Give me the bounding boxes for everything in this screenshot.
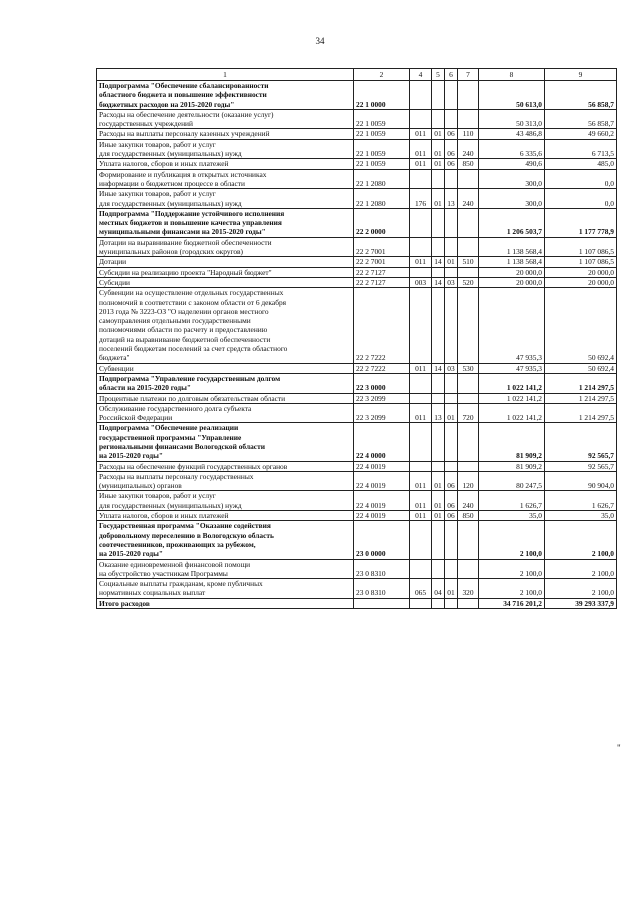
row-col5: 14 (432, 363, 445, 373)
row-col4: 011 (410, 403, 432, 423)
row-name: Оказание единовременной финансовой помощи на обустройство участникам Программы (97, 559, 354, 579)
row-value-col8: 6 335,6 (479, 139, 545, 159)
row-col7: 240 (458, 189, 479, 209)
row-value-col9: 1 177 778,9 (545, 208, 617, 237)
row-code: 22 1 0000 (354, 81, 410, 110)
header-cell: 2 (354, 69, 410, 81)
row-name: Дотации на выравнивание бюджетной обеспеченности муниципальных районов (городских округов) (97, 237, 354, 257)
header-cell: 5 (432, 69, 445, 81)
row-code: 22 3 0000 (354, 373, 410, 393)
total-label: Итого расходов (97, 598, 354, 608)
row-col4: 011 (410, 471, 432, 491)
row-col5 (432, 109, 445, 129)
row-value-col8: 20 000,0 (479, 267, 545, 277)
row-value-col9: 56 858,7 (545, 81, 617, 110)
row-name: Государственная программа "Оказание содействия добровольному переселению в Вологодскую область соотечественников, проживающих за рубежом, на 2015-2020 годы" (97, 521, 354, 559)
row-col4 (410, 393, 432, 403)
row-code: 23 0 8310 (354, 579, 410, 599)
row-col7: 850 (458, 159, 479, 169)
header-cell: 4 (410, 69, 432, 81)
row-name: Дотации (97, 257, 354, 267)
table-body (97, 81, 617, 599)
row-value-col8: 2 100,0 (479, 559, 545, 579)
header-cell: 9 (545, 69, 617, 81)
row-col7: 110 (458, 129, 479, 139)
row-value-col8: 300,0 (479, 169, 545, 189)
row-value-col9: 1 107 086,5 (545, 257, 617, 267)
row-code: 22 2 7001 (354, 257, 410, 267)
row-col7: 520 (458, 277, 479, 287)
row-col5: 13 (432, 403, 445, 423)
row-col5 (432, 288, 445, 363)
row-value-col9: 56 858,7 (545, 109, 617, 129)
row-code: 22 4 0019 (354, 471, 410, 491)
row-col4 (410, 169, 432, 189)
total-value-col8: 34 716 201,2 (479, 598, 545, 608)
table-row (97, 109, 617, 129)
row-col7 (458, 81, 479, 110)
row-value-col9: 92 565,7 (545, 461, 617, 471)
row-value-col9: 1 214 297,5 (545, 393, 617, 403)
row-col4 (410, 559, 432, 579)
row-name: Подпрограмма "Обеспечение сбалансированности областного бюджета и повышение эффективности бюджетных расходов на 2015-2020 годы" (97, 81, 354, 110)
row-col4 (410, 521, 432, 559)
row-col7 (458, 461, 479, 471)
row-col5 (432, 373, 445, 393)
row-value-col9: 1 107 086,5 (545, 237, 617, 257)
row-value-col8: 43 486,8 (479, 129, 545, 139)
row-value-col8: 1 138 568,4 (479, 237, 545, 257)
row-value-col9: 49 660,2 (545, 129, 617, 139)
row-value-col8: 2 100,0 (479, 579, 545, 599)
row-col6: 06 (445, 159, 458, 169)
row-value-col8: 81 909,2 (479, 461, 545, 471)
row-col4 (410, 109, 432, 129)
row-value-col8: 1 626,7 (479, 491, 545, 511)
table-row (97, 159, 617, 169)
row-col7 (458, 373, 479, 393)
row-value-col9: 2 100,0 (545, 579, 617, 599)
row-col4 (410, 373, 432, 393)
row-col7 (458, 521, 479, 559)
row-value-col8: 1 206 503,7 (479, 208, 545, 237)
row-col6: 01 (445, 579, 458, 599)
row-code: 22 2 0000 (354, 208, 410, 237)
row-col7: 510 (458, 257, 479, 267)
row-code: 22 2 7222 (354, 288, 410, 363)
row-col7 (458, 423, 479, 461)
row-col4: 065 (410, 579, 432, 599)
row-value-col8: 490,6 (479, 159, 545, 169)
row-name: Иные закупки товаров, работ и услуг для государственных (муниципальных) нужд (97, 139, 354, 159)
row-value-col8: 50 313,0 (479, 109, 545, 129)
row-col6 (445, 393, 458, 403)
table-row (97, 237, 617, 257)
row-col5 (432, 393, 445, 403)
row-col4 (410, 208, 432, 237)
row-value-col9: 0,0 (545, 169, 617, 189)
row-value-col9: 20 000,0 (545, 267, 617, 277)
row-name: Уплата налогов, сборов и иных платежей (97, 511, 354, 521)
row-name: Расходы на обеспечение функций государственных органов (97, 461, 354, 471)
row-code: 22 2 7222 (354, 363, 410, 373)
row-col6: 01 (445, 403, 458, 423)
table-row (97, 129, 617, 139)
row-name: Уплата налогов, сборов и иных платежей (97, 159, 354, 169)
row-code: 23 0 0000 (354, 521, 410, 559)
row-value-col8: 300,0 (479, 189, 545, 209)
row-col5 (432, 423, 445, 461)
row-value-col9: 6 713,5 (545, 139, 617, 159)
row-col5: 01 (432, 189, 445, 209)
row-col4: 176 (410, 189, 432, 209)
row-code: 22 1 0059 (354, 139, 410, 159)
table-row (97, 393, 617, 403)
row-col5: 01 (432, 159, 445, 169)
header-cell: 1 (97, 69, 354, 81)
row-col7 (458, 559, 479, 579)
row-code: 22 3 2099 (354, 403, 410, 423)
total-value-col9: 39 293 337,9 (545, 598, 617, 608)
row-name: Иные закупки товаров, работ и услуг для государственных (муниципальных) нужд (97, 491, 354, 511)
row-col6 (445, 208, 458, 237)
row-value-col8: 47 935,3 (479, 288, 545, 363)
row-name: Формирование и публикация в открытых источниках информации о бюджетном процессе в области (97, 169, 354, 189)
row-value-col8: 1 022 141,2 (479, 403, 545, 423)
row-col6: 06 (445, 491, 458, 511)
page-number: 34 (315, 36, 325, 46)
row-value-col9: 1 626,7 (545, 491, 617, 511)
row-col4: 011 (410, 491, 432, 511)
row-name: Расходы на обеспечение деятельности (оказание услуг) государственных учреждений (97, 109, 354, 129)
row-code: 23 0 8310 (354, 559, 410, 579)
row-col6: 06 (445, 139, 458, 159)
row-col7 (458, 267, 479, 277)
row-col6: 06 (445, 471, 458, 491)
row-code: 22 1 2080 (354, 189, 410, 209)
table-row (97, 288, 617, 363)
row-value-col9: 90 904,0 (545, 471, 617, 491)
row-col5: 04 (432, 579, 445, 599)
row-code: 22 2 7001 (354, 237, 410, 257)
row-col5: 01 (432, 129, 445, 139)
row-col7: 240 (458, 491, 479, 511)
row-col5 (432, 267, 445, 277)
row-value-col8: 1 138 568,4 (479, 257, 545, 267)
header-cell: 6 (445, 69, 458, 81)
row-value-col9: 2 100,0 (545, 559, 617, 579)
row-name: Социальные выплаты гражданам, кроме публичных нормативных социальных выплат (97, 579, 354, 599)
table-row (97, 363, 617, 373)
row-code: 22 1 0059 (354, 129, 410, 139)
row-name: Процентные платежи по долговым обязательствам области (97, 393, 354, 403)
row-col6 (445, 373, 458, 393)
closing-quote-mark: " (617, 743, 621, 753)
row-col5 (432, 81, 445, 110)
row-code: 22 1 0059 (354, 109, 410, 129)
row-value-col9: 50 692,4 (545, 288, 617, 363)
row-value-col9: 20 000,0 (545, 277, 617, 287)
header-cell: 8 (479, 69, 545, 81)
table-row (97, 169, 617, 189)
row-col4 (410, 461, 432, 471)
row-col5 (432, 521, 445, 559)
row-col7: 530 (458, 363, 479, 373)
row-col5: 14 (432, 277, 445, 287)
row-col5: 01 (432, 491, 445, 511)
row-col4: 011 (410, 159, 432, 169)
row-col7 (458, 109, 479, 129)
header-row (97, 69, 617, 81)
row-col4 (410, 288, 432, 363)
row-value-col9: 1 214 297,5 (545, 373, 617, 393)
row-col6 (445, 461, 458, 471)
row-value-col8: 1 022 141,2 (479, 393, 545, 403)
table-row (97, 491, 617, 511)
row-code: 22 4 0000 (354, 423, 410, 461)
row-code: 22 1 2080 (354, 169, 410, 189)
table-row (97, 511, 617, 521)
row-col4: 011 (410, 129, 432, 139)
table-row (97, 81, 617, 110)
table-row (97, 471, 617, 491)
row-col6: 13 (445, 189, 458, 209)
row-col7 (458, 237, 479, 257)
row-value-col9: 0,0 (545, 189, 617, 209)
row-col6 (445, 109, 458, 129)
row-col7: 240 (458, 139, 479, 159)
row-name: Подпрограмма "Управление государственным долгом области на 2015-2020 годы" (97, 373, 354, 393)
row-col5: 01 (432, 511, 445, 521)
row-value-col8: 35,0 (479, 511, 545, 521)
row-name: Субсидии на реализацию проекта "Народный бюджет" (97, 267, 354, 277)
row-col6: 03 (445, 363, 458, 373)
row-col6: 06 (445, 511, 458, 521)
table-row (97, 403, 617, 423)
row-value-col8: 47 935,3 (479, 363, 545, 373)
row-col6 (445, 267, 458, 277)
row-col6 (445, 237, 458, 257)
row-col4 (410, 423, 432, 461)
row-col4: 011 (410, 257, 432, 267)
table-row (97, 579, 617, 599)
row-col7 (458, 393, 479, 403)
row-name: Иные закупки товаров, работ и услуг для государственных (муниципальных) нужд (97, 189, 354, 209)
row-name: Подпрограмма "Обеспечение реализации государственной программы "Управление региональными финансами Вологодской области на 2015-2020 годы" (97, 423, 354, 461)
row-col7: 720 (458, 403, 479, 423)
row-col6 (445, 423, 458, 461)
row-col7 (458, 208, 479, 237)
row-name: Расходы на выплаты персоналу государственных (муниципальных) органов (97, 471, 354, 491)
row-col4: 011 (410, 511, 432, 521)
row-value-col8: 80 247,5 (479, 471, 545, 491)
table-row (97, 139, 617, 159)
row-col6 (445, 521, 458, 559)
row-col6 (445, 288, 458, 363)
table-row (97, 373, 617, 393)
row-name: Подпрограмма "Поддержание устойчивого исполнения местных бюджетов и повышение качества управления муниципальными финансами на 2015-2020 годы" (97, 208, 354, 237)
table-row (97, 267, 617, 277)
row-col4 (410, 267, 432, 277)
row-code: 22 2 7127 (354, 277, 410, 287)
row-col7 (458, 169, 479, 189)
row-name: Расходы на выплаты персоналу казенных учреждений (97, 129, 354, 139)
row-code: 22 1 0059 (354, 159, 410, 169)
row-name: Обслуживание государственного долга субъекта Российской Федерации (97, 403, 354, 423)
row-col4: 011 (410, 363, 432, 373)
row-col7 (458, 288, 479, 363)
row-col5 (432, 208, 445, 237)
header-cell: 7 (458, 69, 479, 81)
row-col5 (432, 559, 445, 579)
row-value-col9: 35,0 (545, 511, 617, 521)
table-row (97, 277, 617, 287)
row-col6: 03 (445, 277, 458, 287)
row-col5 (432, 461, 445, 471)
row-col6 (445, 559, 458, 579)
row-name: Субсидии (97, 277, 354, 287)
row-col4: 011 (410, 139, 432, 159)
row-col4 (410, 237, 432, 257)
row-value-col8: 1 022 141,2 (479, 373, 545, 393)
row-col7: 120 (458, 471, 479, 491)
row-col4 (410, 81, 432, 110)
row-col4: 003 (410, 277, 432, 287)
table-row (97, 189, 617, 209)
row-col5 (432, 237, 445, 257)
row-col5: 01 (432, 471, 445, 491)
row-col5: 01 (432, 139, 445, 159)
row-value-col9: 2 100,0 (545, 521, 617, 559)
table-row (97, 521, 617, 559)
table-row (97, 461, 617, 471)
row-value-col8: 81 909,2 (479, 423, 545, 461)
table-row (97, 208, 617, 237)
row-name: Субвенции на осуществление отдельных государственных полномочий в соответствии с законом области от 6 декабря 2013 года № 3223-ОЗ "О наделении органов местного самоуправления отдельными государственными полномочиями области по расчету и предоставлению дотаций на выравнивание бюджетной обеспеченности поселений бюджетам поселений за счет средств областного бюджета" (97, 288, 354, 363)
row-code: 22 2 7127 (354, 267, 410, 277)
row-col6 (445, 169, 458, 189)
row-col6: 01 (445, 257, 458, 267)
budget-table (96, 68, 617, 609)
row-col5 (432, 169, 445, 189)
row-value-col9: 50 692,4 (545, 363, 617, 373)
table-row (97, 257, 617, 267)
row-value-col9: 1 214 297,5 (545, 403, 617, 423)
row-code: 22 4 0019 (354, 511, 410, 521)
row-col5: 14 (432, 257, 445, 267)
row-col6 (445, 81, 458, 110)
row-value-col8: 50 613,0 (479, 81, 545, 110)
total-row (97, 598, 617, 608)
row-col6: 06 (445, 129, 458, 139)
row-name: Субвенции (97, 363, 354, 373)
row-value-col8: 20 000,0 (479, 277, 545, 287)
row-value-col9: 485,0 (545, 159, 617, 169)
row-code: 22 3 2099 (354, 393, 410, 403)
table-row (97, 559, 617, 579)
row-code: 22 4 0019 (354, 491, 410, 511)
row-value-col8: 2 100,0 (479, 521, 545, 559)
row-col7: 850 (458, 511, 479, 521)
table-row (97, 423, 617, 461)
row-col7: 320 (458, 579, 479, 599)
row-value-col9: 92 565,7 (545, 423, 617, 461)
row-code: 22 4 0019 (354, 461, 410, 471)
